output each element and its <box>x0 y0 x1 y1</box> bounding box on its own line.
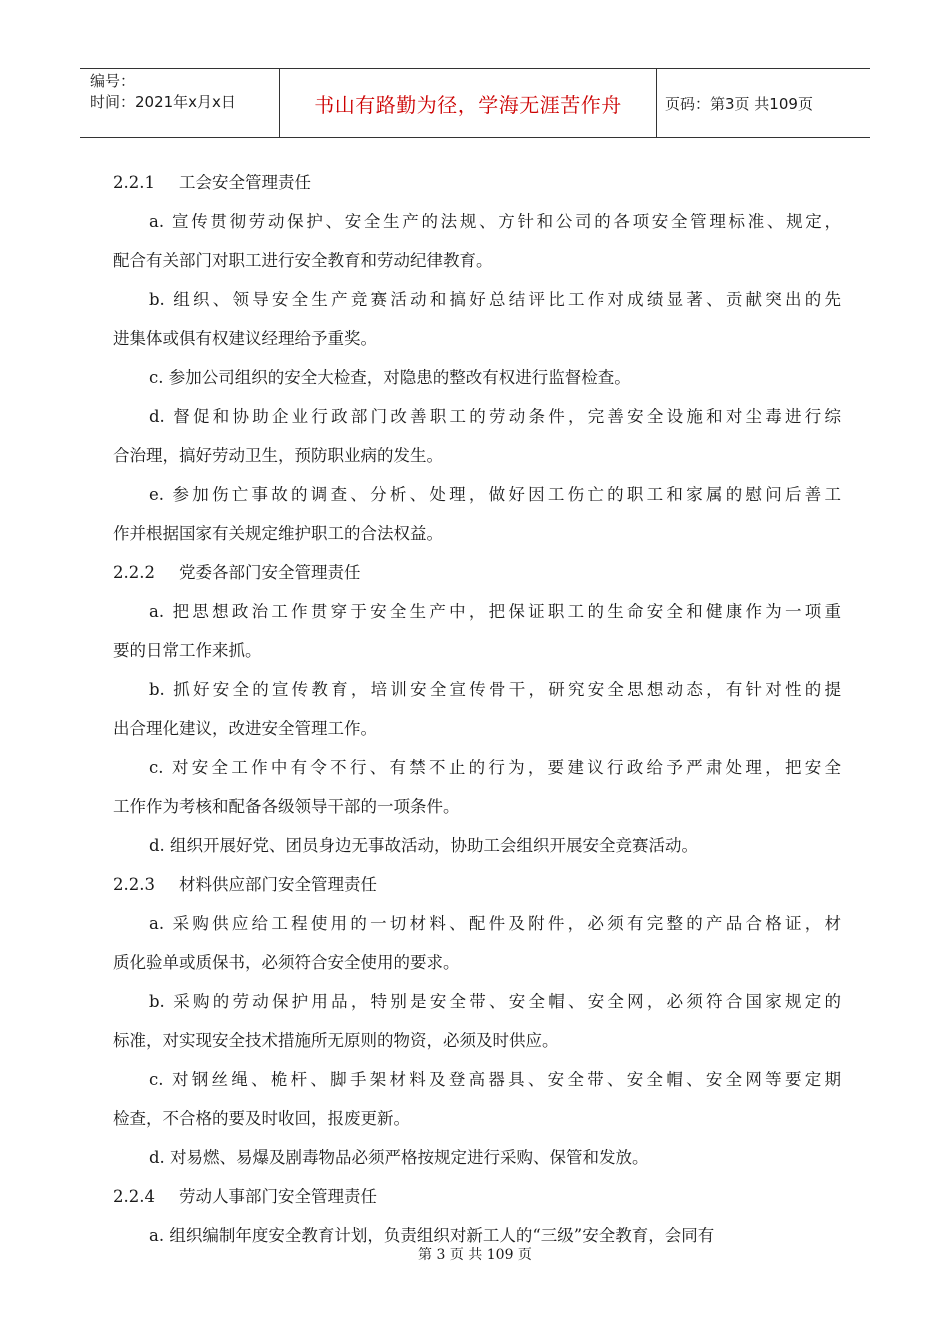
paragraph-line: c. 对钢丝绳、桅杆、脚手架材料及登高器具、安全带、安全帽、安全网等要定期 <box>149 1070 841 1089</box>
paragraph <box>113 911 841 989</box>
paragraph <box>113 482 841 560</box>
paragraph-line: b. 抓好安全的宣传教育，培训安全宣传骨干，研究安全思想动态，有针对性的提 <box>149 680 841 699</box>
paragraph <box>113 989 841 1067</box>
paragraph-line: d. 组织开展好党、团员身边无事故活动，协助工会组织开展安全竞赛活动。 <box>149 836 699 855</box>
paragraph-line: 出合理化建议，改进安全管理工作。 <box>113 719 377 738</box>
paragraph <box>113 287 841 365</box>
paragraph <box>113 209 841 287</box>
paragraph-line: c. 参加公司组织的安全大检查，对隐患的整改有权进行监督检查。 <box>149 368 631 387</box>
header-meta <box>80 69 280 137</box>
section-heading <box>113 560 841 599</box>
paragraph <box>113 404 841 482</box>
document-header <box>80 68 870 138</box>
document-body <box>113 170 841 1262</box>
section-title: 工会安全管理责任 <box>179 173 311 192</box>
paragraph-line: 作并根据国家有关规定维护职工的合法权益。 <box>113 524 443 543</box>
paragraph-line: a. 把思想政治工作贯穿于安全生产中，把保证职工的生命安全和健康作为一项重 <box>149 602 841 621</box>
number-label: 编号： <box>90 72 136 90</box>
paragraph-line: a. 采购供应给工程使用的一切材料、配件及附件，必须有完整的产品合格证，材 <box>149 914 841 933</box>
footer-page-number: 第 3 页 共 109 页 <box>418 1247 532 1263</box>
paragraph-line: d. 督促和协助企业行政部门改善职工的劳动条件，完善安全设施和对尘毒进行综 <box>149 407 841 426</box>
paragraph <box>113 599 841 677</box>
paragraph-line: a. 宣传贯彻劳动保护、安全生产的法规、方针和公司的各项安全管理标准、规定， <box>149 212 841 231</box>
page-footer <box>0 1244 950 1264</box>
paragraph-line: b. 采购的劳动保护用品，特别是安全带、安全帽、安全网，必须符合国家规定的 <box>149 992 841 1011</box>
paragraph <box>113 833 841 872</box>
section-title: 材料供应部门安全管理责任 <box>179 875 377 894</box>
date-label: 时间：2021年x月x日 <box>90 93 236 111</box>
section-title: 党委各部门安全管理责任 <box>179 563 361 582</box>
paragraph-line: b. 组织、领导安全生产竞赛活动和搞好总结评比工作对成绩显著、贡献突出的先 <box>149 290 841 309</box>
paragraph <box>113 1067 841 1145</box>
header-page-info: 页码：第3页 共109页 <box>665 94 813 113</box>
paragraph <box>113 365 841 404</box>
paragraph-line: 要的日常工作来抓。 <box>113 641 262 660</box>
section-number: 2.2.2 <box>113 563 155 582</box>
section-number: 2.2.4 <box>113 1187 155 1206</box>
paragraph-line: 合治理，搞好劳动卫生，预防职业病的发生。 <box>113 446 443 465</box>
paragraph-line: 质化验单或质保书，必须符合安全使用的要求。 <box>113 953 460 972</box>
paragraph-line: e. 参加伤亡事故的调查、分析、处理，做好因工伤亡的职工和家属的慰问后善工 <box>149 485 841 504</box>
paragraph <box>113 1145 841 1184</box>
paragraph-line: 配合有关部门对职工进行安全教育和劳动纪律教育。 <box>113 251 493 270</box>
paragraph-line: d. 对易燃、易爆及剧毒物品必须严格按规定进行采购、保管和发放。 <box>149 1148 649 1167</box>
paragraph-line: 进集体或俱有权建议经理给予重奖。 <box>113 329 377 348</box>
section-title: 劳动人事部门安全管理责任 <box>179 1187 377 1206</box>
paragraph <box>113 755 841 833</box>
paragraph-line: c. 对安全工作中有令不行、有禁不止的行为，要建议行政给予严肃处理，把安全 <box>149 758 841 777</box>
paragraph <box>113 677 841 755</box>
paragraph-line: 检查，不合格的要及时收回，报废更新。 <box>113 1109 410 1128</box>
paragraph-line: 工作作为考核和配备各级领导干部的一项条件。 <box>113 797 460 816</box>
section-heading <box>113 1184 841 1223</box>
section-number: 2.2.3 <box>113 875 155 894</box>
section-heading <box>113 872 841 911</box>
section-number: 2.2.1 <box>113 173 155 192</box>
section-heading <box>113 170 841 209</box>
paragraph-line: a. 组织编制年度安全教育计划，负责组织对新工人的“三级”安全教育，会同有 <box>149 1226 715 1245</box>
header-motto: 书山有路勤为径，学海无涯苦作舟 <box>280 69 657 137</box>
paragraph-line: 标准，对实现安全技术措施所无原则的物资，必须及时供应。 <box>113 1031 559 1050</box>
